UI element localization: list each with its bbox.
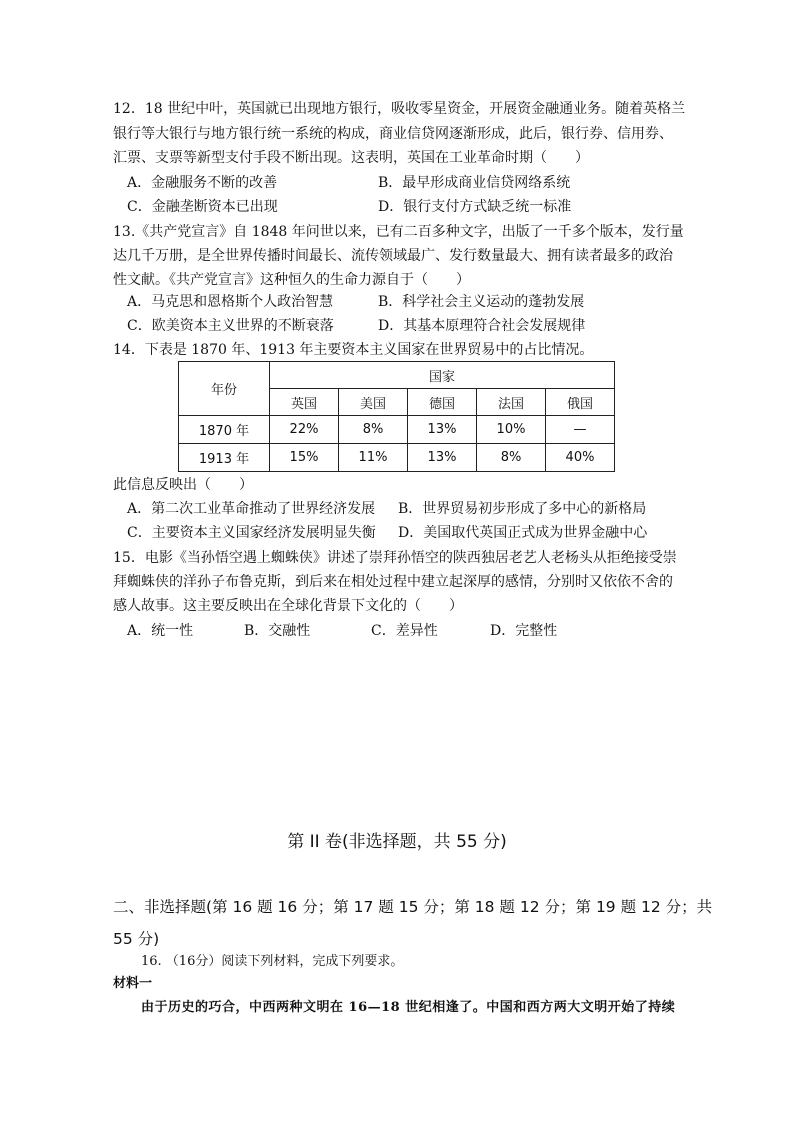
q12-option-b: B．最早形成商业信贷网络系统 [378, 175, 571, 191]
table-cell: 22% [270, 416, 339, 444]
year-header: 年份 [179, 362, 270, 416]
q12-option-d: D．银行支付方式缺乏统一标准 [378, 199, 572, 215]
row-year: 1870 年 [179, 416, 270, 444]
q15-line-1: 15．电影《当孙悟空遇上蜘蛛侠》讲述了崇拜孙悟空的陕西独居老艺人老杨头从拒绝接受崇 [113, 550, 677, 566]
table-cell: 10% [477, 416, 546, 444]
q15-option-c: C．差异性 [371, 623, 438, 639]
q15-option-b: B．交融性 [244, 623, 311, 639]
q15-option-d: D．完整性 [490, 623, 558, 639]
table-cell: 8% [477, 444, 546, 472]
country-col-header: 法国 [477, 389, 546, 416]
q12-line-2: 银行等大银行与地方银行统一系统的构成，商业信贷网逐渐形成，此后，银行券、信用券、 [113, 126, 673, 142]
table-row [179, 416, 615, 444]
q14-option-a: A．第二次工业革命推动了世界经济发展 [127, 501, 376, 517]
trade-share-table [178, 361, 615, 472]
q12-option-a: A．金融服务不断的改善 [127, 175, 278, 191]
country-col-header: 美国 [339, 389, 408, 416]
row-year: 1913 年 [179, 444, 270, 472]
q16-stem: 16. （16分）阅读下列材料，完成下列要求。 [141, 954, 404, 969]
q14-option-b: B．世界贸易初步形成了多中心的新格局 [398, 501, 647, 517]
q14-stem: 14．下表是 1870 年、1913 年主要资本主义国家在世界贸易中的占比情况。 [113, 342, 594, 358]
q14-option-d: D．美国取代英国正式成为世界金融中心 [398, 525, 648, 541]
table-cell: 15% [270, 444, 339, 472]
q12-option-c: C．金融垄断资本已出现 [127, 199, 278, 215]
material-label: 材料一 [113, 976, 153, 991]
q13-option-d: D．其基本原理符合社会发展规律 [378, 318, 586, 334]
q15-line-3: 感人故事。这主要反映出在全球化背景下文化的（ ） [113, 598, 463, 614]
q14-option-c: C．主要资本主义国家经济发展明显失衡 [127, 525, 376, 541]
q15-line-2: 拜蜘蛛侠的洋孙子布鲁克斯，到后来在相处过程中建立起深厚的感情，分别时又依依不舍的 [113, 574, 673, 590]
q12-line-1: 12．18 世纪中叶，英国就已出现地方银行，吸收零星资金，开展资金融通业务。随着英格兰 [113, 101, 686, 117]
q13-line-3: 性文献。《共产党宣言》这种恒久的生命力源自于（ ） [113, 272, 470, 288]
q15-option-a: A．统一性 [127, 623, 194, 639]
country-col-header: 英国 [270, 389, 339, 416]
q13-option-b: B．科学社会主义运动的蓬勃发展 [378, 294, 585, 310]
part2-heading-line-2: 55 分) [113, 930, 160, 948]
table-cell: 8% [339, 416, 408, 444]
material-text: 由于历史的巧合，中西两种文明在 16—18 世纪相逢了。中国和西方两大文明开始了持续 [141, 1000, 676, 1015]
table-cell: — [546, 416, 615, 444]
country-col-header: 俄国 [546, 389, 615, 416]
q12-line-3: 汇票、支票等新型支付手段不断出现。这表明，英国在工业革命时期（ ） [113, 150, 589, 166]
table-cell: 13% [408, 444, 477, 472]
q13-line-2: 达几千万册，是全世界传播时间最长、流传领域最广、发行数量最大、拥有读者最多的政治 [113, 248, 673, 264]
q14-after: 此信息反映出（ ） [113, 477, 253, 493]
table-cell: 13% [408, 416, 477, 444]
q13-option-a: A．马克思和恩格斯个人政治智慧 [127, 294, 334, 310]
table-cell: 40% [546, 444, 615, 472]
part2-heading-line-1: 二、非选择题(第 16 题 16 分；第 17 题 15 分；第 18 题 12 分；第 19 题 12 分；共 [113, 898, 713, 916]
table-row [179, 444, 615, 472]
q13-line-1: 13.《共产党宣言》自 1848 年问世以来，已有二百多种文字，出版了一千多个版本，发行量 [113, 224, 684, 240]
table-cell: 11% [339, 444, 408, 472]
part2-title: 第 II 卷(非选择题，共 55 分) [287, 832, 507, 852]
country-col-header: 德国 [408, 389, 477, 416]
country-header: 国家 [270, 362, 615, 389]
q13-option-c: C．欧美资本主义世界的不断衰落 [127, 318, 334, 334]
